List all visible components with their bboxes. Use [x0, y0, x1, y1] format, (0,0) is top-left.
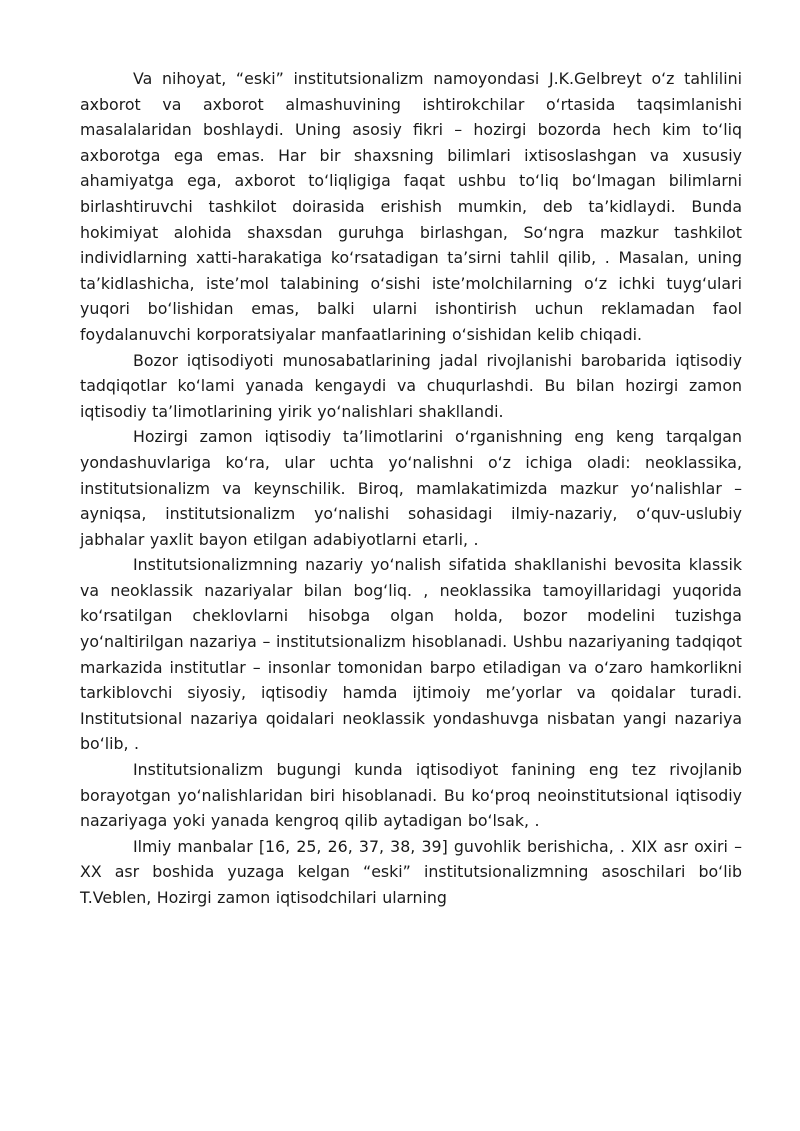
paragraph-scientific-sources: Ilmiy manbalar [16, 25, 26, 37, 38, 39] guvohlik berishicha, . XIX asr oxiri – XX asr boshida yuzaga kelgan “eski” institutsionalizmning asoschilari bo‘lib T.Veblen, Hozirgi zamon iqtisodchilari ularning — [80, 836, 742, 907]
document-page — [80, 66, 742, 911]
paragraph-market-economy: Bozor iqtisodiyoti munosabatlarining jadal rivojlanishi barobarida iqtisodiy tadqiqotlar ko‘lami yanada kengaydi va chuqurlashdi. Bu bilan hozirgi zamon iqtisodiy ta’limotlarining yirik yo‘nalishlari shakllandi. — [80, 350, 742, 421]
paragraph-institutionalism-today: Institutsionalizm bugungi kunda iqtisodiyot fanining eng tez rivojlanib borayotgan yo‘nalishlaridan biri hisoblanadi. Bu ko‘proq neoinstitutsional iqtisodiy nazariyaga yoki yanada kengroq qilib aytadigan bo‘lsak, . — [80, 760, 742, 831]
paragraph-galbraith: Va nihoyat, “eski” institutsionalizm namoyondasi J.K.Gelbreyt o‘z tahlilini axborot va axborot almashuvining ishtirokchilar o‘rtasida taqsimlanishi masalalaridan boshlaydi. Uning asosiy fikri – hozirgi bozorda hech kim to‘liq axborotga ega emas. Har bir shaxsning bilimlari ixtisoslashgan va xususiy ahamiyatga ega, axborot to‘liqligiga faqat ushbu to‘liq bo‘lmagan bilimlarni birlashtiruvchi tashkilot doirasida erishish mumkin, deb ta’kidlaydi. Bunda hokimiyat alohida shaxsdan guruhga birlashgan, So‘ngra mazkur tashkilot individlarning xatti-harakatiga ko‘rsatadigan ta’sirni tahlil qilib, . Masalan, uning ta’kidlashicha, iste’mol talabining o‘sishi iste’molchilarning o‘z ichki tuyg‘ulari yuqori bo‘lishidan emas, balki ularni ishontirish uchun reklamadan faol foydalanuvchi korporatsiyalar manfaatlarining o‘sishidan kelib chiqadi. — [80, 69, 742, 344]
paragraph-institutionalism-theory: Institutsionalizmning nazariy yo‘nalish sifatida shakllanishi bevosita klassik va neoklassik nazariyalar bilan bog‘liq. , neoklassika tamoyillaridagi yuqorida ko‘rsatilgan cheklovlarni hisobga olgan holda, bozor modelini tuzishga yo‘naltirilgan nazariya – institutsionalizm hisoblanadi. Ushbu nazariyaning tadqiqot markazida institutlar – insonlar tomonidan barpo etiladigan va o‘zaro hamkorlikni tarkiblovchi siyosiy, iqtisodiy hamda ijtimoiy me’yorlar va qoidalar turadi. Institutsional nazariya qoidalari neoklassik yondashuvga nisbatan yangi nazariya bo‘lib, . — [80, 555, 742, 754]
paragraph-modern-doctrines: Hozirgi zamon iqtisodiy ta’limotlarini o‘rganishning eng keng tarqalgan yondashuvlariga ko‘ra, ular uchta yo‘nalishni o‘z ichiga oladi: neoklassika, institutsionalizm va keynschilik. Biroq, mamlakatimizda mazkur yo‘nalishlar – ayniqsa, institutsionalizm yo‘nalishi sohasidagi ilmiy-nazariy, o‘quv-uslubiy jabhalar yaxlit bayon etilgan adabiyotlarni etarli, . — [80, 427, 742, 549]
